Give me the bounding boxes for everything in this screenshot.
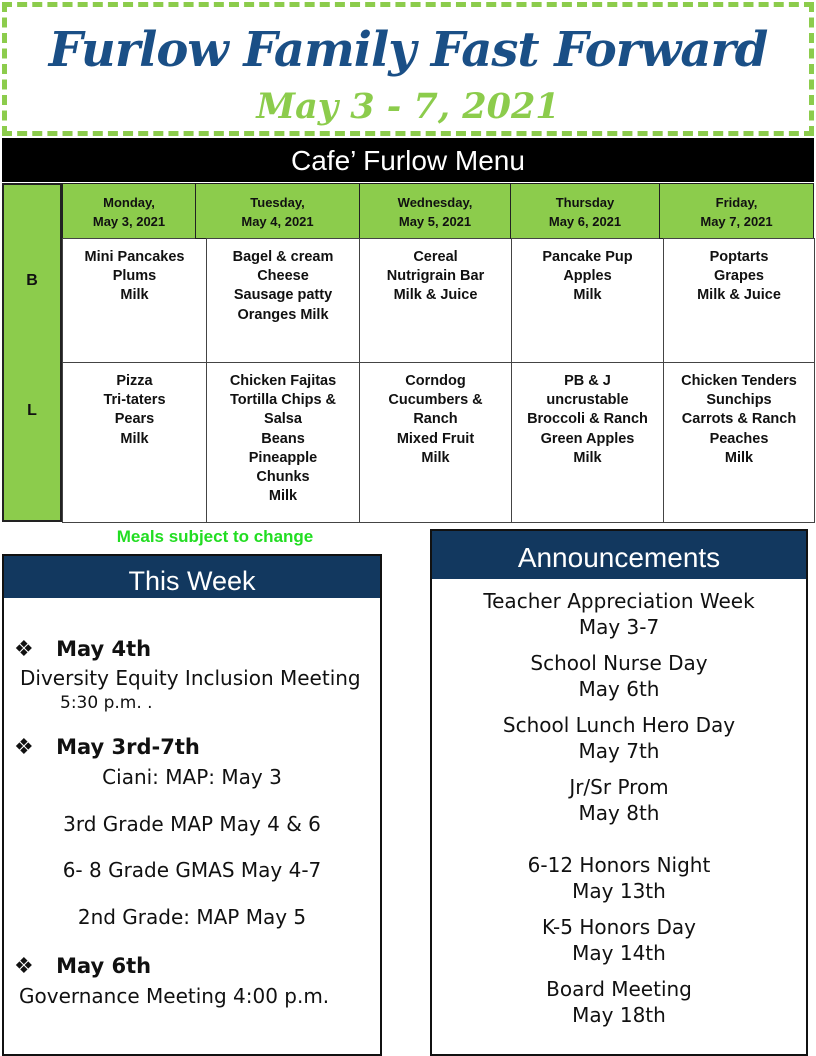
day-name: Tuesday, — [250, 195, 305, 210]
menu-item: Tri-taters — [103, 392, 166, 409]
menu-item: Poptarts — [709, 249, 769, 265]
lunch-label: L — [27, 402, 37, 419]
day-name: Friday, — [715, 195, 758, 210]
may3-7-line3: 6- 8 Grade GMAS May 4-7 — [62, 858, 322, 882]
bullet-diamond-icon: ❖ — [14, 954, 34, 979]
day-header-friday — [659, 183, 814, 239]
day-date: May 4, 2021 — [241, 214, 314, 229]
announcements-title: Announcements — [432, 531, 806, 579]
announcement-item — [432, 852, 806, 904]
menu-item: Oranges Milk — [237, 306, 329, 323]
day-name: Wednesday, — [397, 195, 473, 210]
announcement-name: K-5 Honors Day — [542, 915, 696, 939]
menu-item: Nutrigrain Bar — [386, 268, 485, 285]
day-header-thursday — [510, 183, 660, 239]
announcement-item — [432, 650, 806, 702]
menu-item: Sausage patty — [233, 287, 333, 304]
menu-item: Sunchips — [706, 392, 772, 409]
meal-label-column — [2, 183, 62, 522]
day-date: May 5, 2021 — [398, 214, 472, 229]
this-week-title: This Week — [4, 556, 380, 598]
menu-item: Milk — [120, 287, 149, 304]
announcement-item — [432, 914, 806, 966]
announcement-date: May 18th — [572, 1003, 666, 1027]
meals-note: Meals subject to change — [116, 527, 314, 546]
menu-item: Mixed Fruit — [396, 430, 475, 447]
announcement-item — [432, 588, 806, 640]
announcement-date: May 14th — [572, 941, 666, 965]
menu-item: Pancake Pup — [542, 249, 633, 265]
menu-item: Tortilla Chips & — [229, 392, 337, 409]
menu-item: Plums — [112, 268, 157, 285]
breakfast-cell-friday — [663, 238, 815, 363]
announcement-name: Board Meeting — [546, 977, 692, 1001]
menu-item: Bagel & cream — [232, 249, 334, 265]
may4-item — [14, 637, 151, 662]
menu-item: Pears — [114, 411, 155, 428]
day-name: Monday, — [103, 195, 155, 210]
menu-item: Ranch — [413, 411, 458, 428]
newsletter-date-range: May 3 - 7, 2021 — [256, 86, 560, 127]
menu-item: Milk — [120, 430, 149, 447]
may6-item — [14, 954, 151, 979]
day-header-monday — [62, 183, 196, 239]
may4-line2: 5:30 p.m. . — [60, 693, 153, 713]
menu-item: Chunks — [256, 469, 310, 486]
may6-heading: May 6th — [56, 954, 152, 978]
menu-item: Mini Pancakes — [84, 249, 185, 265]
day-header-wednesday — [359, 183, 511, 239]
menu-item: Chicken Fajitas — [229, 373, 337, 389]
day-date: May 7, 2021 — [700, 214, 773, 229]
menu-item: Beans — [261, 430, 305, 447]
menu-item: Milk — [573, 287, 602, 304]
menu-item: Milk — [421, 449, 450, 466]
breakfast-cell-monday — [62, 238, 207, 363]
lunch-cell-friday — [663, 362, 815, 523]
menu-item: Cereal — [413, 249, 458, 265]
day-header-tuesday — [195, 183, 360, 239]
announcement-date: May 13th — [572, 879, 666, 903]
breakfast-label: B — [26, 272, 38, 289]
announcement-name: School Nurse Day — [530, 651, 708, 675]
announcement-name: Teacher Appreciation Week — [483, 589, 755, 613]
bullet-diamond-icon: ❖ — [14, 735, 34, 760]
day-date: May 3, 2021 — [92, 214, 166, 229]
breakfast-cell-wednesday — [359, 238, 512, 363]
menu-item: Pizza — [116, 373, 153, 389]
bullet-diamond-icon: ❖ — [14, 637, 34, 662]
menu-item: Pineapple — [248, 449, 318, 466]
announcement-date: May 6th — [578, 677, 660, 701]
menu-item: Carrots & Ranch — [681, 411, 797, 428]
menu-item: Grapes — [714, 268, 764, 285]
menu-title-bar: Cafe’ Furlow Menu — [2, 138, 814, 182]
menu-item: Corndog — [405, 373, 466, 389]
may6-line1: Governance Meeting 4:00 p.m. — [19, 984, 330, 1008]
announcement-date: May 8th — [578, 801, 660, 825]
menu-item: Milk & Juice — [393, 287, 478, 304]
announcement-name: 6-12 Honors Night — [527, 853, 711, 877]
menu-item: Peaches — [709, 430, 769, 447]
menu-item: Salsa — [264, 411, 302, 428]
may3-7-heading: May 3rd-7th — [56, 735, 200, 759]
announcement-date: May 3-7 — [578, 615, 660, 639]
may3-7-item — [14, 735, 200, 760]
menu-item: PB & J — [564, 373, 611, 389]
announcement-item — [432, 774, 806, 826]
menu-item: Cheese — [257, 268, 309, 285]
may3-7-line4: 2nd Grade: MAP May 5 — [77, 905, 307, 929]
menu-item: Green Apples — [540, 430, 635, 447]
may3-7-line2: 3rd Grade MAP May 4 & 6 — [63, 812, 321, 836]
announcement-name: School Lunch Hero Day — [502, 713, 736, 737]
menu-item: uncrustable — [546, 392, 629, 409]
announcement-item — [432, 976, 806, 1028]
menu-item: Chicken Tenders — [681, 373, 797, 389]
menu-item: Apples — [563, 268, 612, 285]
menu-item: Milk — [573, 449, 602, 466]
announcement-item — [432, 712, 806, 764]
day-date: May 6, 2021 — [548, 214, 622, 229]
lunch-cell-thursday — [511, 362, 664, 523]
may3-7-line1: Ciani: MAP: May 3 — [102, 765, 282, 789]
announcement-date: May 7th — [578, 739, 660, 763]
lunch-cell-tuesday — [206, 362, 360, 523]
menu-item: Cucumbers & — [388, 392, 483, 409]
menu-item: Milk & Juice — [697, 287, 781, 304]
day-name: Thursday — [555, 195, 615, 210]
menu-item: Broccoli & Ranch — [527, 411, 648, 428]
breakfast-cell-tuesday — [206, 238, 360, 363]
breakfast-cell-thursday — [511, 238, 664, 363]
newsletter-title: Furlow Family Fast Forward — [48, 22, 768, 78]
lunch-cell-monday — [62, 362, 207, 523]
menu-item: Milk — [268, 488, 298, 505]
this-week-box — [2, 554, 382, 1056]
may4-line1: Diversity Equity Inclusion Meeting — [20, 666, 361, 690]
may4-heading: May 4th — [56, 637, 152, 661]
menu-item: Milk — [724, 449, 754, 466]
announcement-name: Jr/Sr Prom — [569, 775, 669, 799]
lunch-cell-wednesday — [359, 362, 512, 523]
